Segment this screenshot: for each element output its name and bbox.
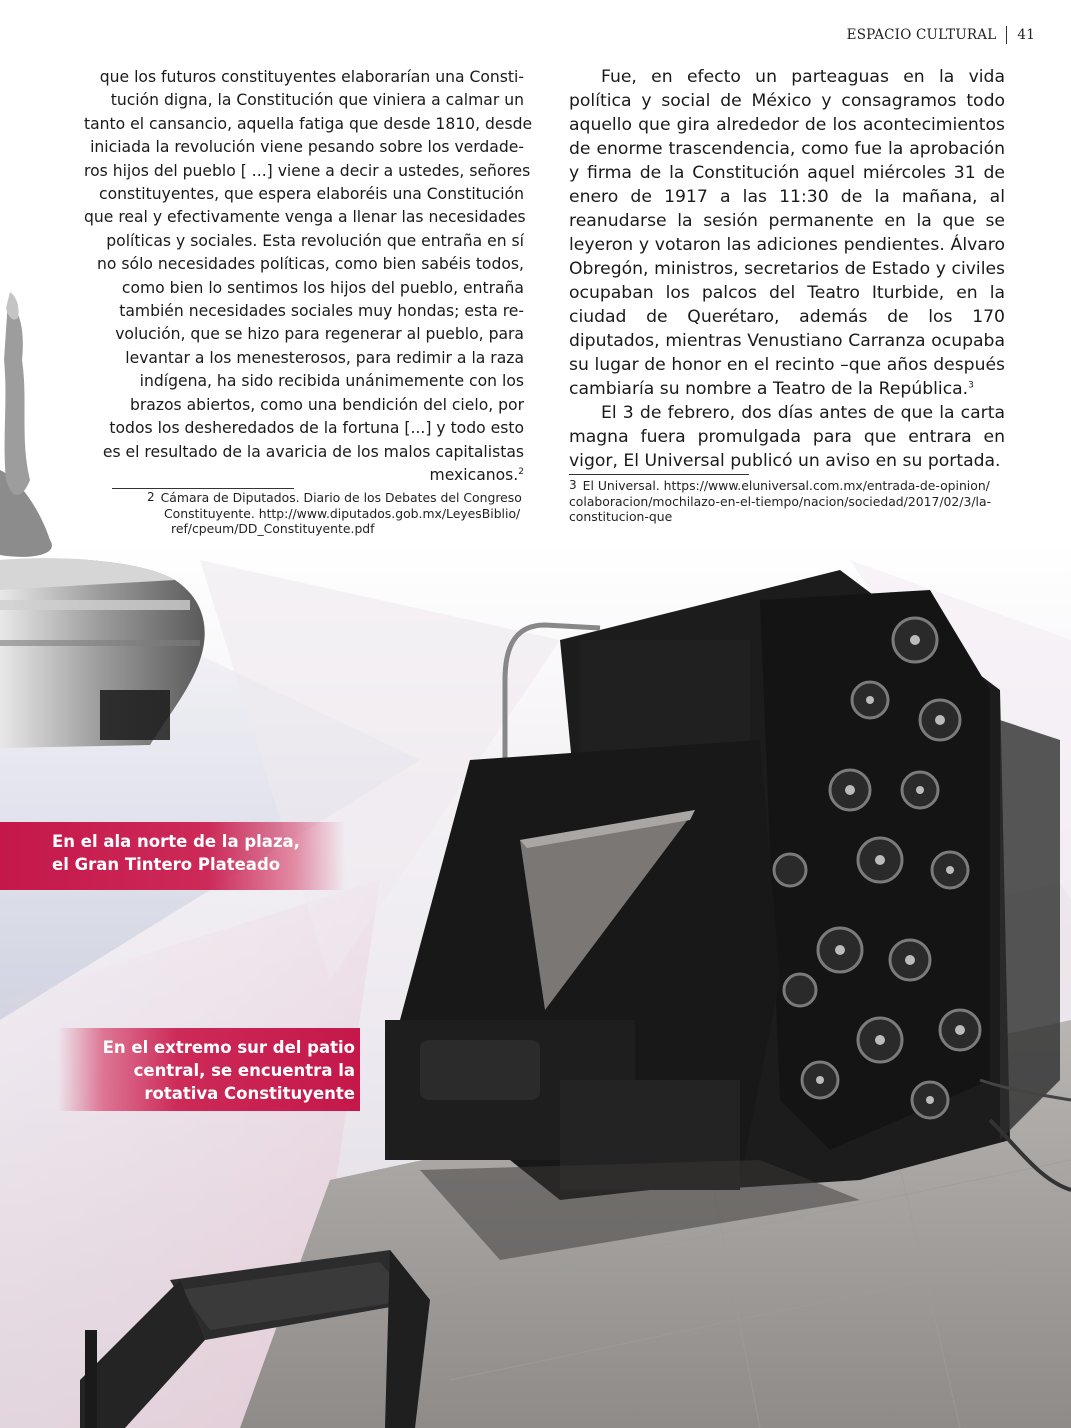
text-line: tanto el cansancio, aquella fatiga que desde 1810, desde [84,114,533,133]
caption-rotary-press [58,1028,360,1111]
section-title: ESPACIO CULTURAL [846,27,997,43]
footnote-ref-2: 2 [518,466,524,477]
text-line: iniciada la revolución viene pesando sobre los verdade- [90,138,524,157]
paragraph: El 3 de febrero, dos días antes de que la carta magna fuera promulgada para que entrara en vigor, El Universal publicó un aviso en su portada. [569,403,1005,471]
text-line: tución digna, la Constitución que viniera a calmar un [110,91,524,110]
footnote-rule-right [569,474,749,475]
text-line: todos los desheredados de la fortuna [...] y todo esto [109,419,524,438]
caption-line: En el ala norte de la plaza, [52,832,300,851]
text-line: volución, que se hizo para regenerar al pueblo, para [115,325,524,344]
footnote-rule-left [112,488,294,489]
footnote-line: colaboracion/mochilazo-en-el-tiempo/nacion/sociedad/2017/02/3/la- [569,493,992,509]
footnote-ref-3: 3 [968,380,974,391]
footnote-right [569,478,1009,525]
footnote-number: 2 [147,490,155,504]
text-line: es el resultado de la avaricia de los malos capitalistas [102,442,524,461]
footnote-line: Constituyente. http://www.diputados.gob.mx/LeyesBiblio/ [164,505,521,521]
text-line: no sólo necesidades políticas, como bien sabéis todos, [97,255,524,274]
page-number: 41 [1017,27,1035,43]
footnote-number: 3 [569,478,577,492]
running-header [847,26,1035,44]
text-line: levantar a los menesterosos, para redimir a la raza [125,348,524,367]
footnote-line [147,490,532,506]
text-line: ros hijos del pueblo [ ...] viene a decir a ustedes, señores [84,161,531,180]
footnote-line: ref/cpeum/DD_Constituyente.pdf [171,521,375,536]
left-column-text [84,66,533,487]
text-line-last [84,464,524,487]
header-divider [1006,26,1007,44]
text-line: como bien lo sentimos los hijos del pueblo, entraña [121,278,524,297]
footnote-line [569,478,1009,494]
caption-line: el Gran Tintero Plateado [52,855,281,874]
text-line: brazos abiertos, como una bendición del cielo, por [129,395,524,414]
caption-line: central, se encuentra la [133,1061,355,1080]
caption-inkwell [0,822,345,890]
footnote-text: Cámara de Diputados. Diario de los Debates del Congreso [160,490,522,505]
right-column-text [569,65,1005,473]
caption-line: En el extremo sur del patio [102,1038,355,1057]
text-line-last-words: mexicanos. [429,465,519,484]
text-line: que los futuros constituyentes elaborarían una Consti- [99,68,524,86]
footnote-left [147,490,532,537]
text-line: que real y efectivamente venga a llenar las necesidades [84,208,526,227]
text-line: constituyentes, que espera elaboréis una Constitución [99,185,524,204]
text-line: políticas y sociales. Esta revolución que entraña en sí [106,231,524,250]
footnote-text: El Universal. https://www.eluniversal.com.mx/entrada-de-opinion/ [582,478,990,493]
paragraph-text: Fue, en efecto un parteaguas en la vida política y social de México y consagramos todo aquello que gira alrededor de los acontecimientos de enorme trascendencia, como fue la aprobación y firma de la Constitución aquel miércoles 31 de enero de 1917 a las 11:30 de la mañana, al reanudarse la sesión permanente en la que se leyeron y votaron las adiciones pendientes. Álvaro Obregón, ministros, secretarios de Estado y civiles ocupaban los palcos del Teatro Iturbide, en la ciudad de Querétaro, además de los 170 diputados, mientras Venustiano Carranza ocupaba su lugar de honor en el recinto –que años después cambiaría su nombre a Teatro de la República. [569,67,1005,399]
footnote-line: constitucion-que [569,509,673,524]
caption-line: rotativa Constituyente [144,1084,355,1103]
text-line: indígena, ha sido recibida unánimemente con los [139,372,524,391]
paragraph [569,65,1005,401]
text-line: también necesidades sociales muy hondas; esta re- [119,302,524,321]
